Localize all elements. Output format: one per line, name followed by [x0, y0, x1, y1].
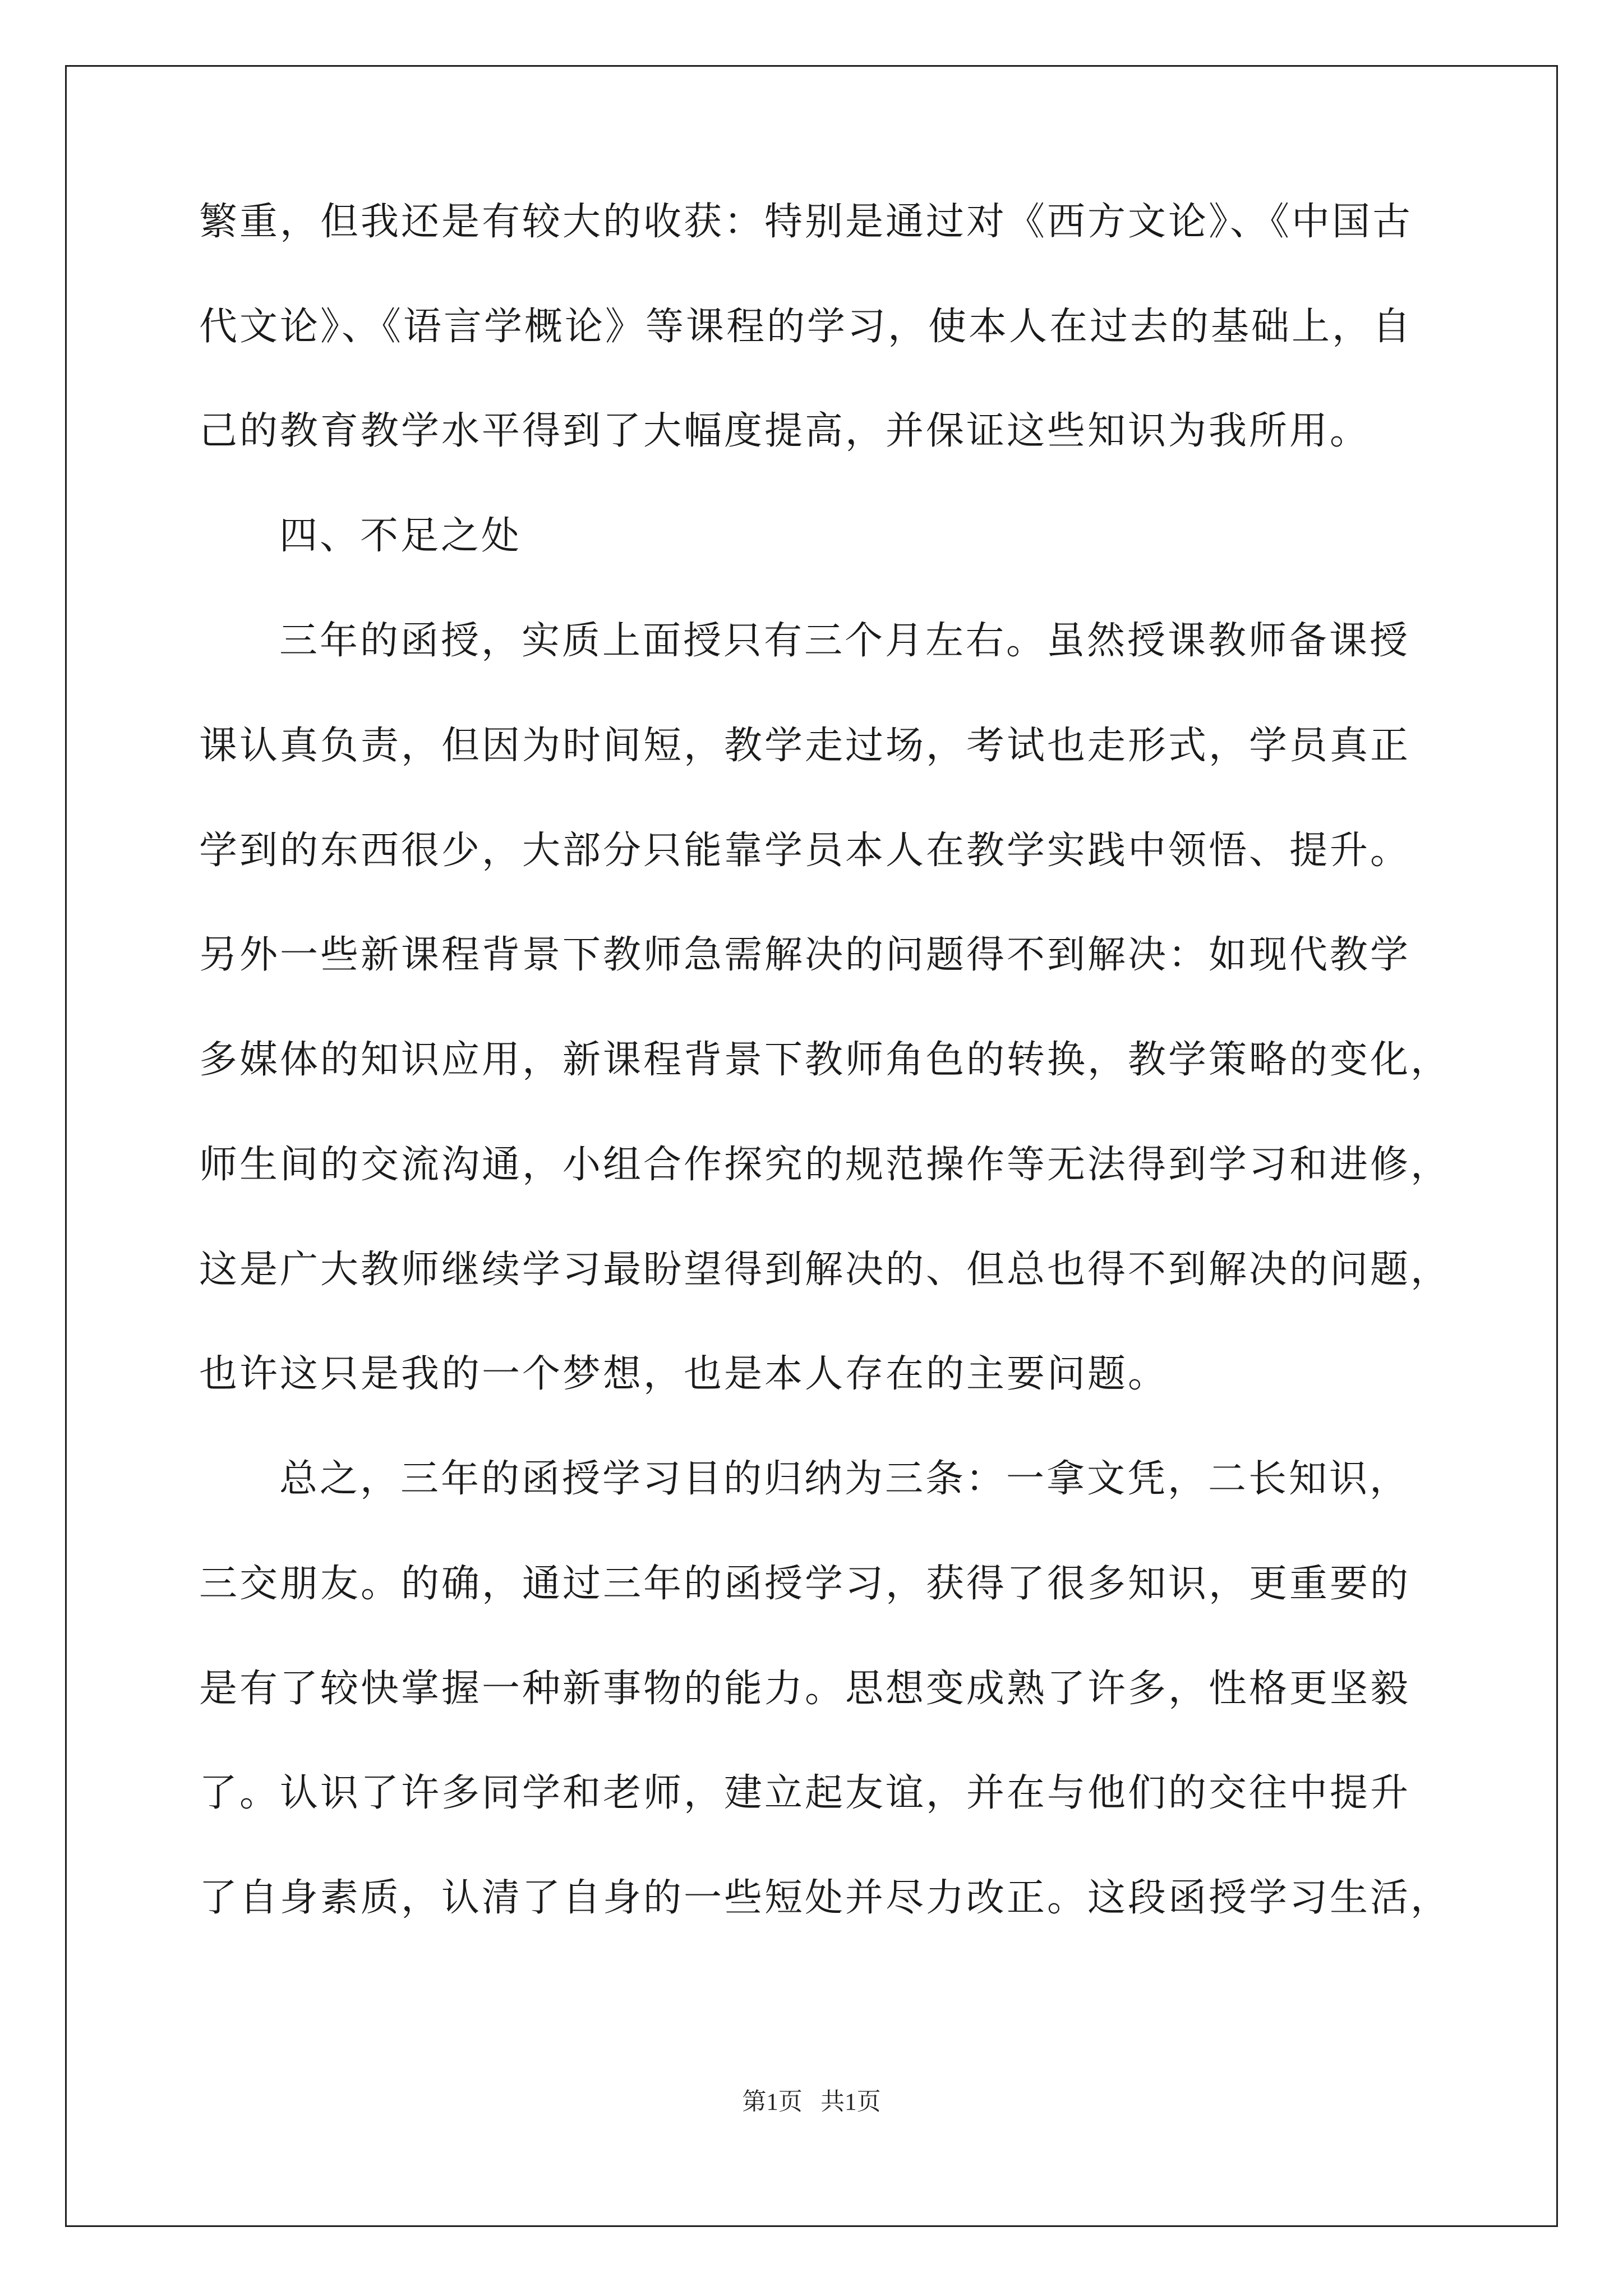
- body-line: 繁重，但我还是有较大的收获：特别是通过对《西方文论》、《中国古: [199, 200, 1413, 244]
- body-line: 己的教育教学水平得到了大幅度提高，并保证这些知识为我所用。: [199, 409, 1371, 453]
- body-line: 学到的东西很少，大部分只能靠学员本人在教学实践中领悟、提升。: [199, 829, 1411, 873]
- body-line: 这是广大教师继续学习最盼望得到解决的、但总也得不到解决的问题，: [199, 1248, 1451, 1292]
- body-line: 另外一些新课程背景下教师急需解决的问题得不到解决：如现代教学: [199, 933, 1411, 977]
- body-line: 多媒体的知识应用，新课程背景下教师角色的转换，教学策略的变化，: [199, 1038, 1451, 1082]
- body-line: 课认真负责，但因为时间短，教学走过场，考试也走形式，学员真正: [199, 724, 1411, 768]
- body-line: 三交朋友。的确，通过三年的函授学习，获得了很多知识，更重要的: [199, 1562, 1411, 1606]
- body-line: 也许这只是我的一个梦想，也是本人存在的主要问题。: [199, 1352, 1169, 1396]
- body-line: 代文论》、《语言学概论》等课程的学习，使本人在过去的基础上，自: [199, 305, 1413, 349]
- page-number-footer: 第1页 共1页: [742, 2089, 881, 2115]
- section-heading: 四、不足之处: [279, 514, 522, 558]
- body-line: 是有了较快掌握一种新事物的能力。思想变成熟了许多，性格更坚毅: [199, 1667, 1411, 1711]
- body-line: 了自身素质，认清了自身的一些短处并尽力改正。这段函授学习生活，: [199, 1876, 1451, 1920]
- body-line: 了。认识了许多同学和老师，建立起友谊，并在与他们的交往中提升: [199, 1771, 1411, 1815]
- body-line: 三年的函授，实质上面授只有三个月左右。虽然授课教师备课授: [279, 619, 1410, 663]
- body-line: 师生间的交流沟通，小组合作探究的规范操作等无法得到学习和进修，: [199, 1143, 1451, 1187]
- body-line: 总之，三年的函授学习目的归纳为三条：一拿文凭，二长知识，: [279, 1457, 1410, 1501]
